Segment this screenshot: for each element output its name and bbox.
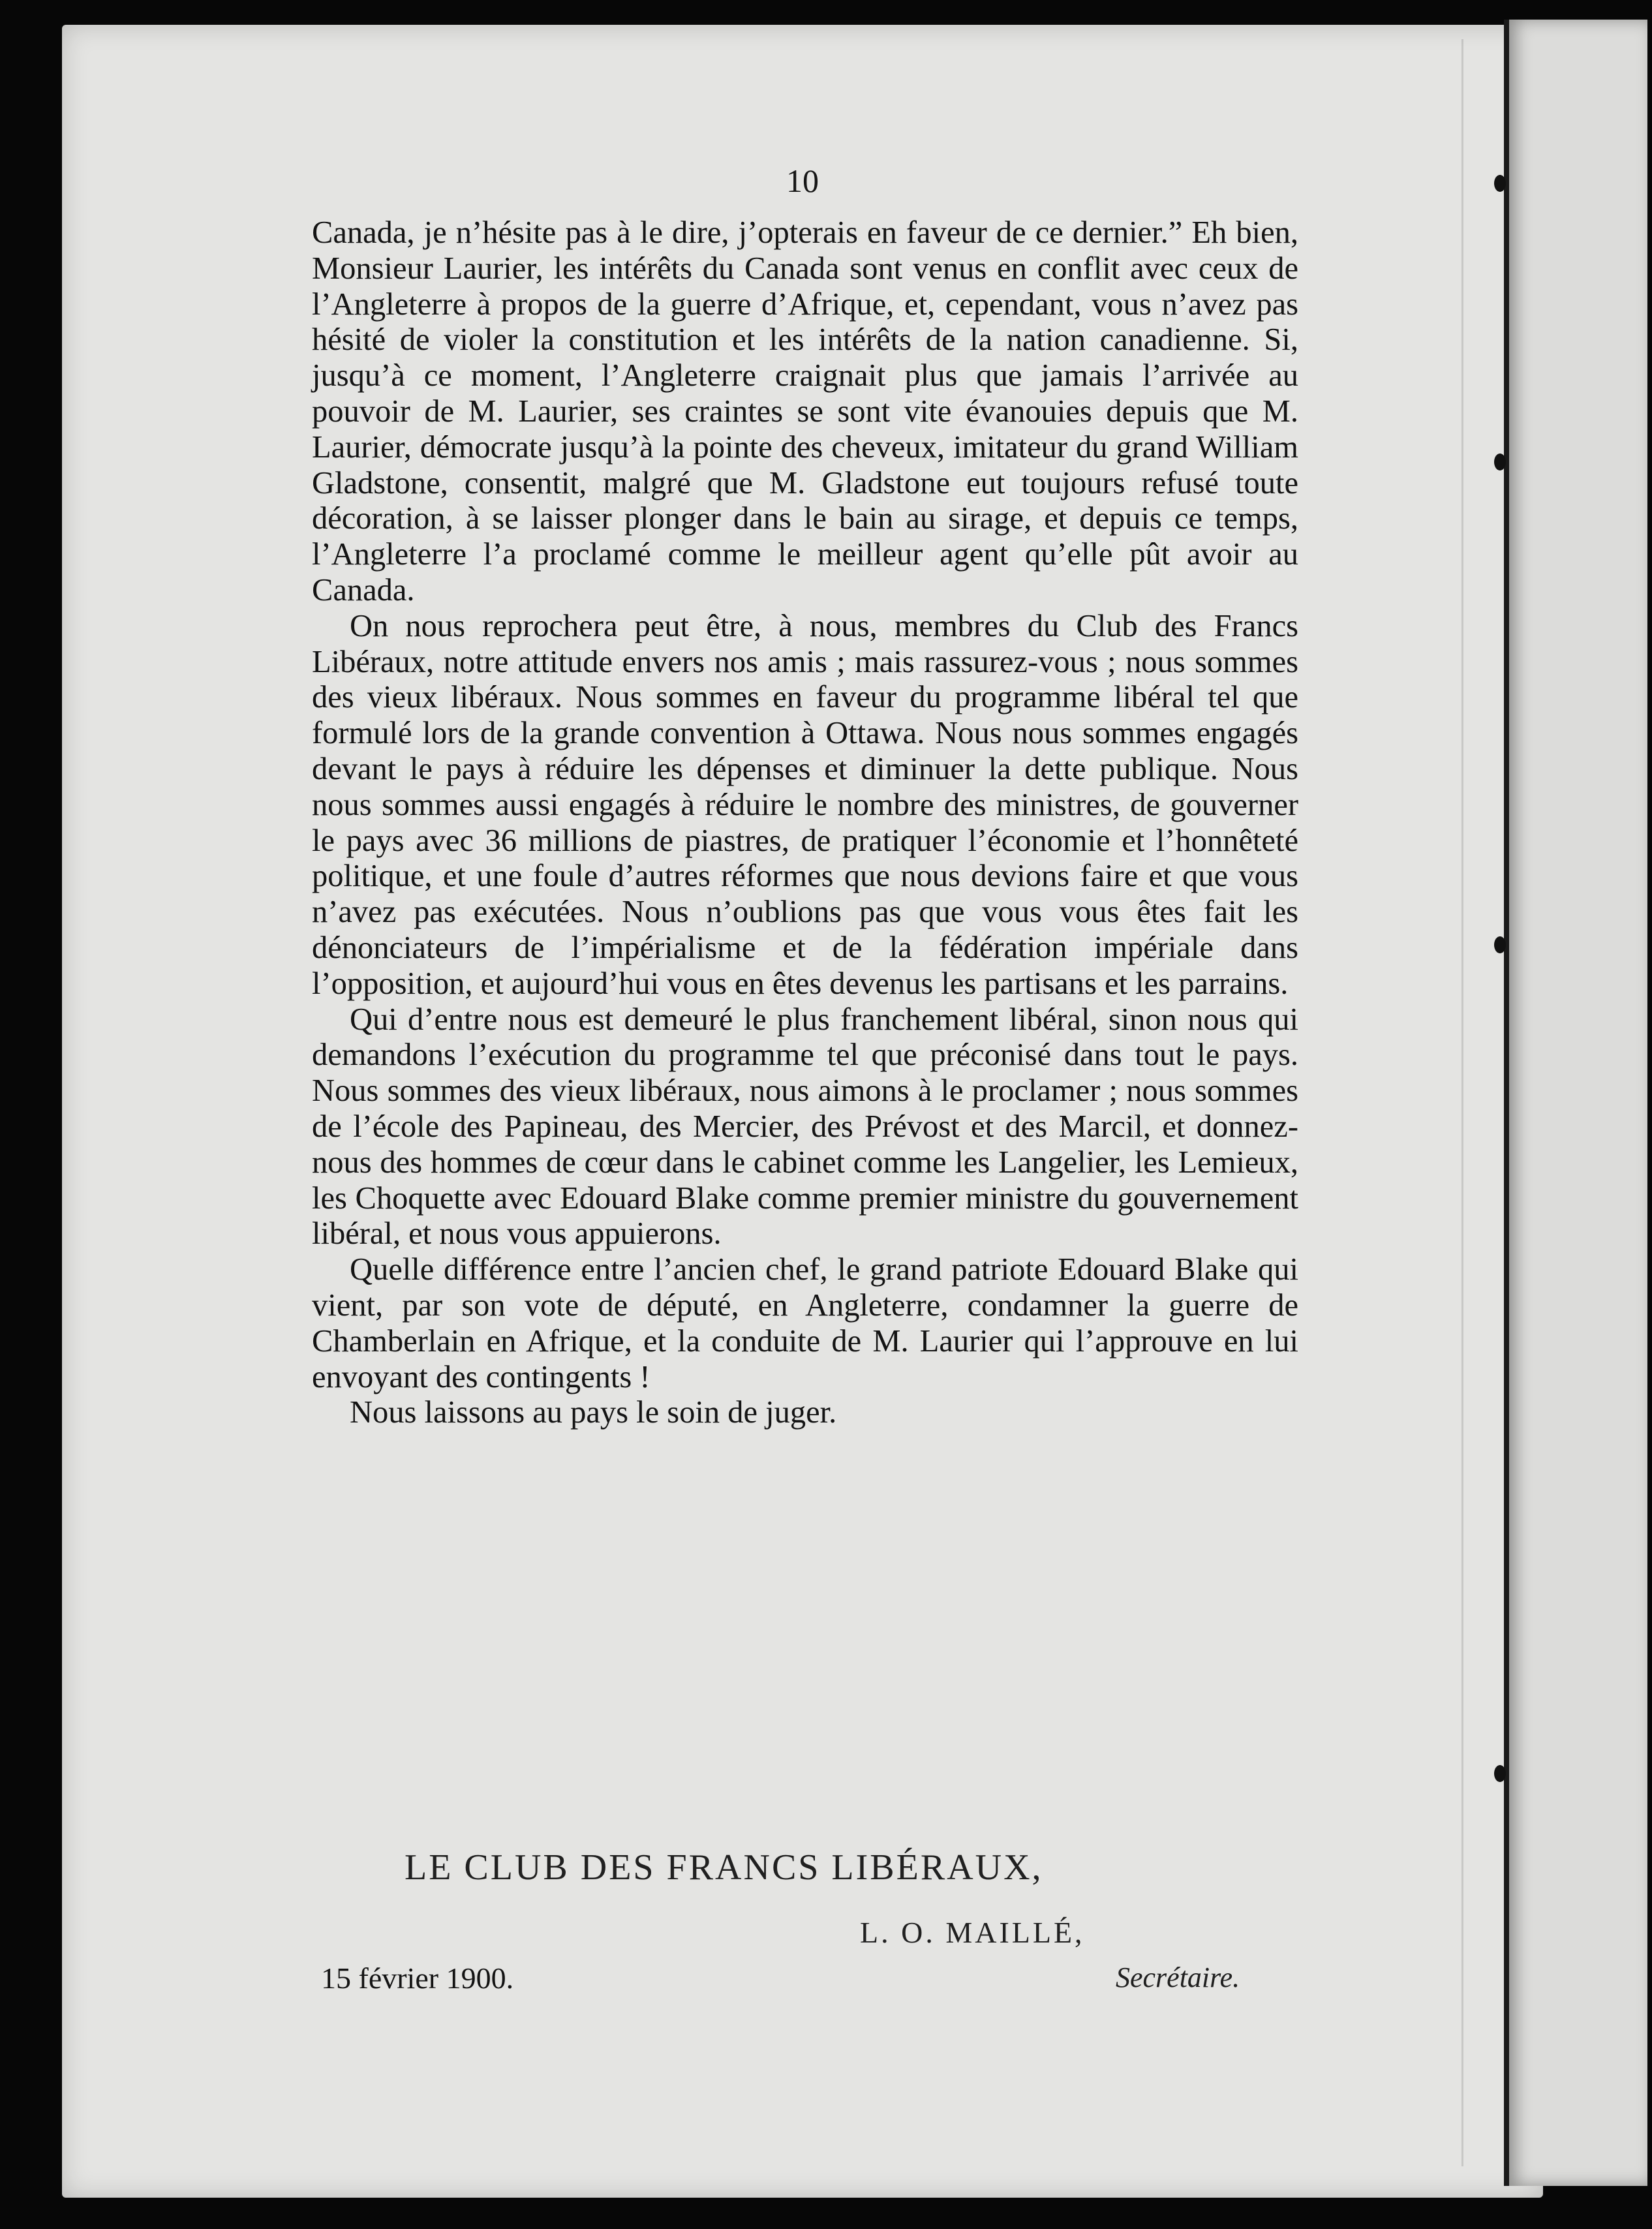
binding-stitch: [1494, 175, 1506, 192]
paragraph-5: Nous laissons au pays le soin de juger.: [350, 1395, 837, 1430]
signature-date: 15 février 1900.: [321, 1961, 514, 1995]
signature-name: L. O. MAILLÉ,: [860, 1916, 1085, 1949]
page-fold-line: [1461, 39, 1463, 2166]
paragraph-4: Quelle différence entre l’ancien chef, le grand patriote Edouard Blake qui vient, par son vote de député, en Angleterre, condamner la guerre de Chamberlain en Afrique, et la conduite de M. Laurier qui l’approuve en lui envoyant des contingents !: [312, 1252, 1298, 1394]
binding-stitch: [1494, 936, 1506, 953]
paragraph-1: Canada, je n’hésite pas à le dire, j’opterais en faveur de ce dernier.” Eh bien, Monsieur Laurier, les intérêts du Canada sont venus en conflit avec ceux de l’Angleterre à propos de la guerre d’Afrique, et, cependant, vous n’avez pas hésité de violer la constitution et les intérêts de la nation canadienne. Si, jusqu’à ce moment, l’Angleterre craignait plus que jamais l’arrivée au pouvoir de M. Laurier, ses craintes se sont vite évanouies depuis que M. Laurier, démocrate jusqu’à la pointe des cheveux, imitateur du grand William Gladstone, consentit, malgré que M. Gladstone eut toujours refusé toute décoration, à se laisser plonger dans le bain au sirage, et depuis ce temps, l’Angleterre l’a proclamé comme le meilleur agent qu’elle pût avoir au Canada.: [312, 215, 1298, 607]
body-text: [312, 215, 1298, 1431]
paragraph-3: Qui d’entre nous est demeuré le plus franchement libéral, sinon nous qui demandons l’exécution du programme tel que préconisé dans tout le pays. Nous sommes des vieux libéraux, nous aimons à le proclamer ; nous sommes de l’école des Papineau, des Mercier, des Prévost et des Marcil, et donnez-nous des hommes de cœur dans le cabinet comme les Langelier, les Lemieux, les Choquette avec Edouard Blake comme premier ministre du gouvernement libéral, et nous vous appuierons.: [312, 1002, 1298, 1252]
binding-stitch: [1494, 1765, 1506, 1782]
signature-role: Secrétaire.: [1116, 1961, 1240, 1993]
page-number: 10: [786, 162, 819, 199]
signature-club-name: LE CLUB DES FRANCS LIBÉRAUX,: [405, 1847, 1043, 1888]
binding-stitch: [1494, 453, 1506, 470]
facing-page-edge: [1504, 20, 1647, 2186]
paragraph-2: On nous reprochera peut être, à nous, membres du Club des Francs Libéraux, notre attitude envers nos amis ; mais rassurez-vous ; nous sommes des vieux libéraux. Nous sommes en faveur du programme libéral tel que formulé lors de la grande convention à Ottawa. Nous nous sommes engagés devant le pays à réduire les dépenses et diminuer la dette publique. Nous nous sommes aussi engagés à réduire le nombre des ministres, de gouverner le pays avec 36 millions de piastres, de pratiquer l’économie et l’honnêteté politique, et une foule d’autres réformes que nous devions faire et que vous n’avez pas exécutées. Nous n’oublions pas que vous vous êtes fait les dénonciateurs de l’impérialisme et de la fédération impériale dans l’opposition, et aujourd’hui vous en êtes devenus les partisans et les parrains.: [312, 608, 1298, 1001]
